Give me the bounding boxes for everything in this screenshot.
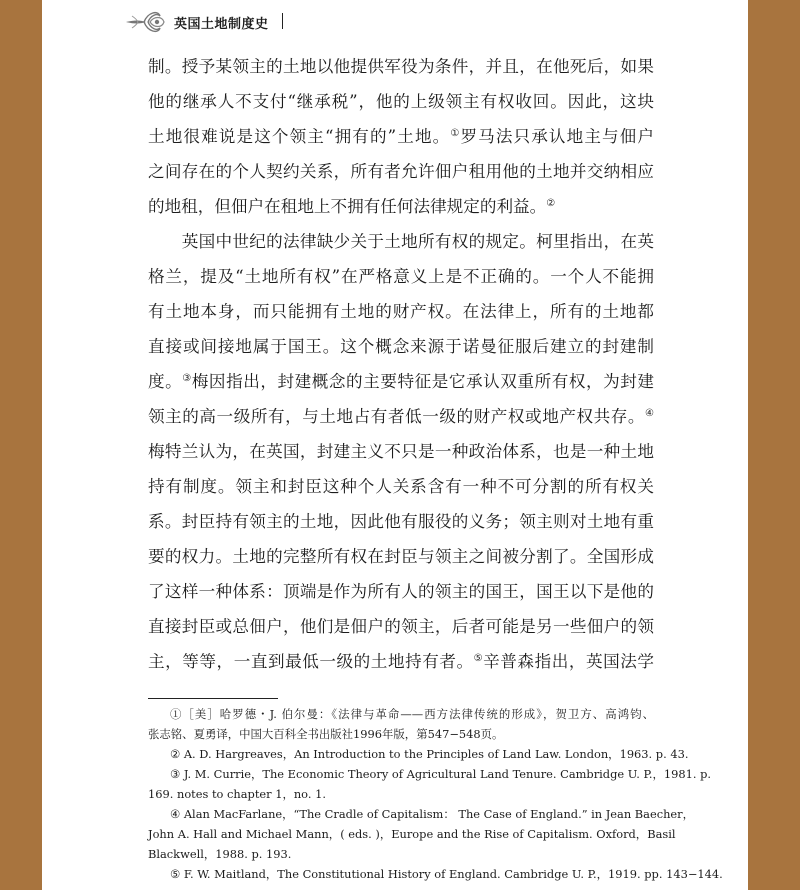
text-line: 持有制度。领主和封臣这种个人关系含有一种不可分割的所有权关: [148, 477, 654, 496]
running-header: [124, 4, 324, 40]
body-text: [148, 49, 654, 679]
text-line: 要的权力。土地的完整所有权在封臣与领主之间被分割了。全国形成: [148, 547, 654, 566]
footnote-line: ③ J. M. Currie，The Economic Theory of Agricultural Land Tenure. Cambridge U. P.，1981. p.: [170, 767, 712, 781]
footnote-line: Blackwell，1988. p. 193.: [148, 847, 292, 861]
footnote-ref[interactable]: ⑤: [473, 653, 484, 664]
text-line: 直接封臣或总佃户，他们是佃户的领主，后者可能是另一些佃户的领: [148, 617, 654, 636]
text-line: 了这样一种体系：顶端是作为所有人的领主的国王，国王以下是他的: [148, 582, 654, 601]
text-line: 度。③梅因指出，封建概念的主要特征是它承认双重所有权，为封建: [148, 372, 655, 391]
text-line: 领主的高一级所有，与土地占有者低一级的财产权或地产权共存。④: [148, 407, 654, 426]
footnote-line: 张志铭、夏勇译，中国大百科全书出版社1996年版，第547−548页。: [148, 727, 504, 741]
text-line: 梅特兰认为，在英国，封建主义不只是一种政治体系，也是一种土地: [148, 442, 654, 461]
text-line: 直接或间接地属于国王。这个概念来源于诺曼征服后建立的封建制: [148, 337, 654, 356]
footnote-separator: [148, 698, 278, 699]
footnote-ref[interactable]: ④: [645, 408, 654, 419]
footnote-line: ② A. D. Hargreaves，An Introduction to the Principles of Land Law. London，1963. p. 43.: [170, 747, 689, 761]
header-divider: [282, 13, 283, 29]
book-page: [42, 0, 748, 890]
footnote-line: 169. notes to chapter 1，no. 1.: [148, 787, 326, 801]
footnote-line: John A. Hall and Michael Mann，( eds. )，Europe and the Rise of Capitalism. Oxford，Basil: [148, 827, 676, 841]
text-line: 之间存在的个人契约关系，所有者允许佃户租用他的土地并交纳相应: [148, 162, 654, 181]
footnote-line: ①［美］哈罗德・J. 伯尔曼：《法律与革命——西方法律传统的形成》，贺卫方、高鸿钧、: [170, 707, 654, 721]
fleuron-ornament-icon: [124, 4, 166, 40]
text-line: 主，等等，一直到最低一级的土地持有者。⑤辛普森指出，英国法学: [148, 652, 655, 671]
footnote-ref[interactable]: ②: [546, 198, 556, 209]
text-line: 土地很难说是这个领主“拥有的”土地。①罗马法只承认地主与佃户: [148, 127, 655, 146]
header-title: 英国土地制度史: [174, 17, 269, 32]
footnote-line: ⑤ F. W. Maitland，The Constitutional History of England. Cambridge U. P.，1919. pp. 143−144.: [170, 867, 723, 881]
text-line: 有土地本身，而只能拥有土地的财产权。在法律上，所有的土地都: [148, 302, 654, 321]
text-line: 他的继承人不支付“继承税”，他的上级领主有权收回。因此，这块: [148, 92, 654, 111]
text-line: 格兰，提及“土地所有权”在严格意义上是不正确的。一个人不能拥: [148, 267, 654, 286]
footnote-ref[interactable]: ③: [182, 373, 192, 384]
text-line: 的地租，但佃户在租地上不拥有任何法律规定的利益。②: [148, 197, 556, 216]
footnote-ref[interactable]: ①: [450, 128, 461, 139]
text-line: 英国中世纪的法律缺少关于土地所有权的规定。柯里指出，在英: [148, 232, 654, 251]
footnote-line: ④ Alan MacFarlane，“The Cradle of Capitalism： The Case of England.” in Jean Baecher，: [170, 807, 694, 821]
footnotes: [148, 704, 723, 884]
text-line: 系。封臣持有领主的土地，因此他有服役的义务；领主则对土地有重: [148, 512, 654, 531]
text-line: 制。授予某领主的土地以他提供军役为条件，并且，在他死后，如果: [148, 57, 654, 76]
